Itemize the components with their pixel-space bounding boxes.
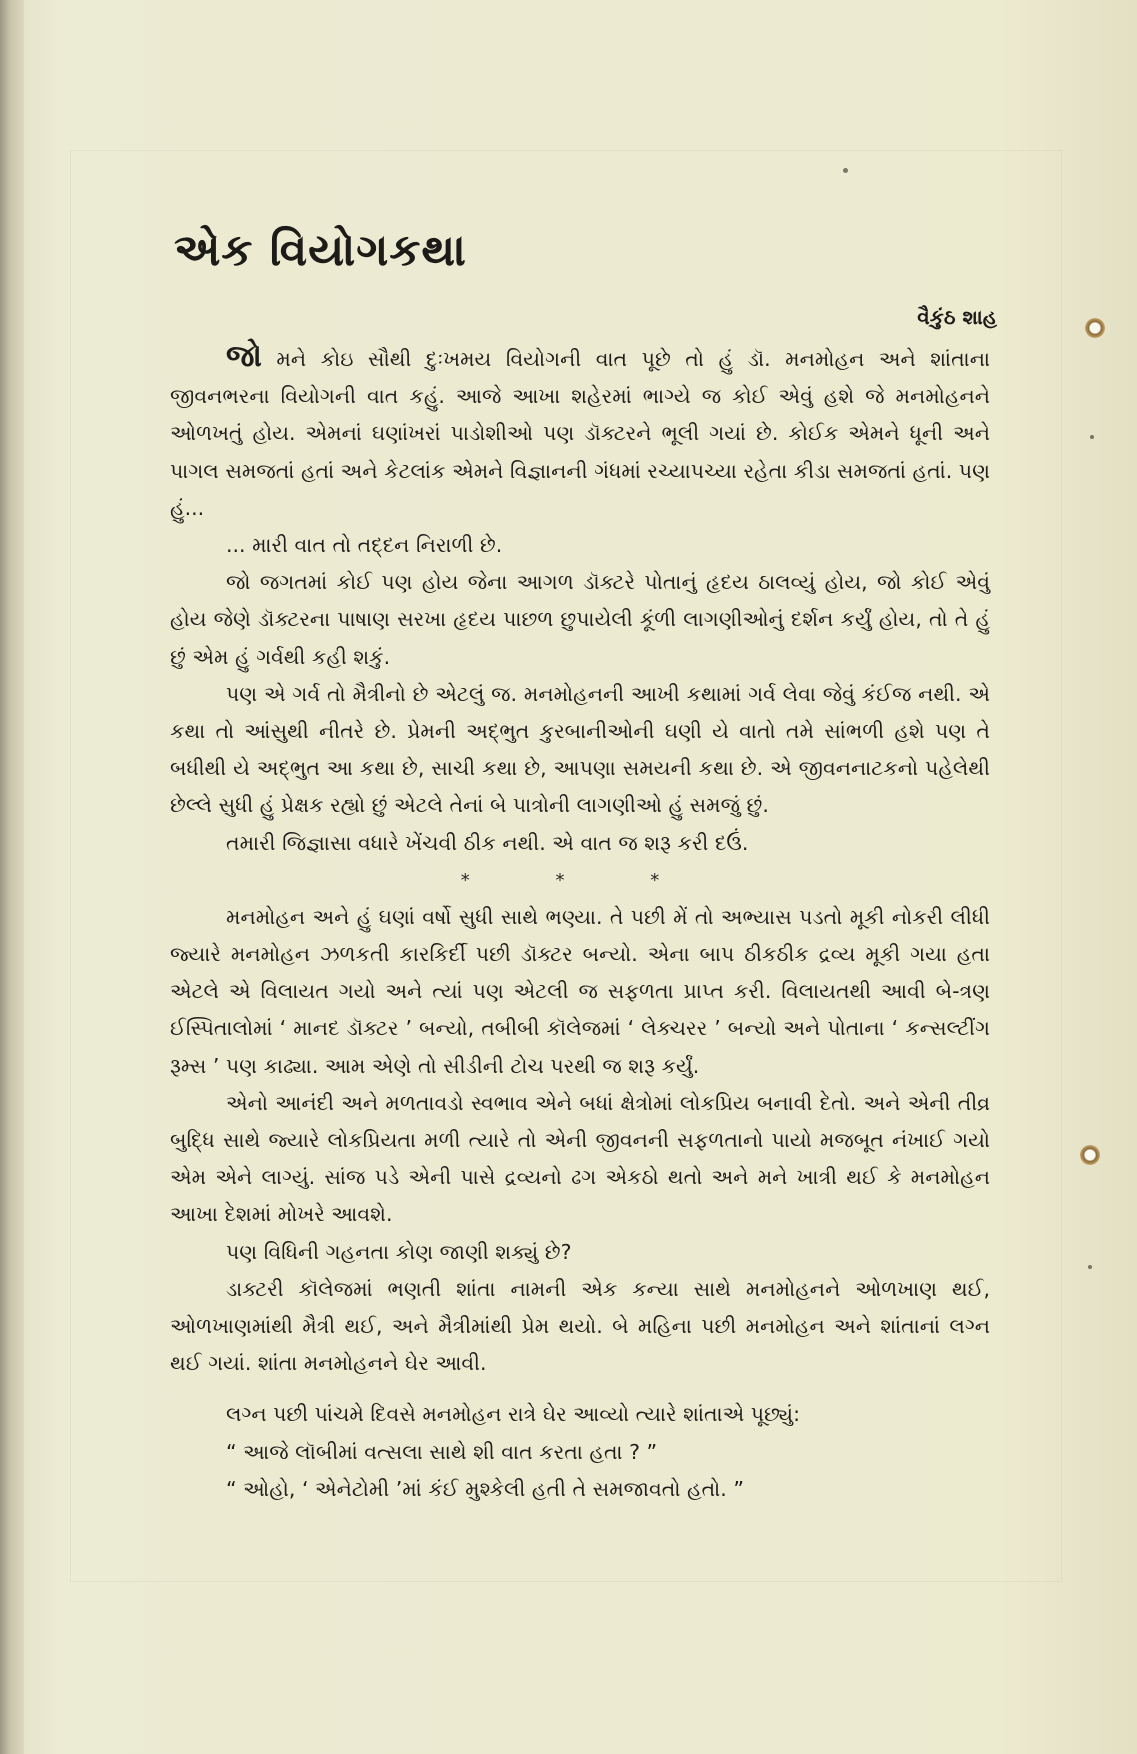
paragraph-7: એનો આનંદી અને મળતાવડો સ્વભાવ એને બધાં ક્ષેત્રોમાં લોકપ્રિય બનાવી દેતો. અને એની તીવ્ર બુદ્ધિ સાથે જ્યારે લોકપ્રિયતા મળી ત્યારે તો એની જીવનની સફળતાનો પાયો મજબૂત નંખાઈ ગયો એમ એને લાગ્યું. સાંજ પડે એની પાસે દ્રવ્યનો ઢગ એકઠો થતો અને મને ખાત્રી થઈ કે મનમોહન આખા દેશમાં મોખરે આવશે. — [170, 1090, 990, 1227]
section-break: * * * — [460, 869, 700, 891]
dust-speck — [1088, 1265, 1092, 1269]
story-title: એક વિયોગકથા — [174, 225, 467, 276]
paragraph-10: લગ્ન પછી પાંચમે દિવસે મનમોહન રાત્રે ઘેર આવ્યો ત્યારે શાંતાએ પૂછ્યું: — [226, 1402, 801, 1427]
paragraph-1-text: મને કોઇ સૌથી દુઃખમય વિયોગની વાત પૂછે તો હું ડૉ. મનમોહન અને શાંતાના જીવનભરના વિયોગની વાત કહું. આજે આખા શહેરમાં ભાગ્યે જ કોઈ એવું હશે જે મનમોહનને ઓળખતું હોય. એમનાં ઘણાંખરાં પાડોશીઓ પણ ડૉક્ટરને ભૂલી ગયાં છે. કોઈક એમને ધૂની અને પાગલ સમજતાં હતાં અને કેટલાંક એમને વિજ્ઞાનની ગંધમાં રચ્યાપચ્યા રહેતા કીડા સમજતાં હતાં. પણ હું... — [170, 347, 990, 520]
dust-speck — [843, 168, 848, 173]
story-body — [170, 338, 990, 1508]
paragraph-9: ડાક્ટરી કૉલેજમાં ભણતી શાંતા નામની એક કન્યા સાથે મનમોહનને ઓળખાણ થઈ, ઓળખાણમાંથી મૈત્રી થઈ, અને મૈત્રીમાંથી પ્રેમ થયો. બે મહિના પછી મનમોહન અને શાંતાનાં લગ્ન થઈ ગયાં. શાંતા મનમોહનને ઘેર આવી. — [170, 1276, 990, 1376]
paragraph-8: પણ વિધિની ગહનતા કોણ જાણી શક્યું છે? — [226, 1239, 572, 1264]
punch-hole-top — [1085, 318, 1105, 338]
paragraph-1 — [170, 338, 990, 527]
paragraph-6: મનમોહન અને હું ઘણાં વર્ષો સુધી સાથે ભણ્યા. તે પછી મેં તો અભ્યાસ પડતો મૂકી નોકરી લીધી જ્યારે મનમોહન ઝળકતી કારકિર્દી પછી ડૉક્ટર બન્યો. એના બાપ ઠીકઠીક દ્રવ્ય મૂકી ગયા હતા એટલે એ વિલાયત ગયો અને ત્યાં પણ એટલી જ સફળતા પ્રાપ્ત કરી. વિલાયતથી આવી બે-ત્રણ ઈસ્પિતાલોમાં ‘ માનદ ડૉક્ટર ’ બન્યો, તબીબી કૉલેજમાં ‘ લેક્ચરર ’ બન્યો અને પોતાના ‘ કન્સલ્ટીંગ રૂમ્સ ’ પણ કાઢ્યા. આમ એણે તો સીડીની ટોચ પરથી જ શરૂ કર્યું. — [170, 904, 990, 1078]
dust-speck — [1090, 435, 1094, 439]
dialogue-line-1: “ આજે લૉબીમાં વત્સલા સાથે શી વાત કરતા હતા ? ” — [226, 1439, 658, 1464]
opening-word: જો — [226, 339, 262, 374]
paragraph-4: પણ એ ગર્વ તો મૈત્રીનો છે એટલું જ. મનમોહનની આખી કથામાં ગર્વ લેવા જેવું કંઈજ નથી. એ કથા તો આંસુથી નીતરે છે. પ્રેમની અદ્ભુત કુરબાનીઓની ઘણી યે વાતો તમે સાંભળી હશે પણ તે બધીથી યે અદ્ભુત આ કથા છે, સાચી કથા છે, આપણા સમયની કથા છે. એ જીવનનાટકનો પહેલેથી છેલ્લે સુધી હું પ્રેક્ષક રહ્યો છું એટલે તેનાં બે પાત્રોની લાગણીઓ હું સમજું છું. — [170, 681, 990, 818]
page-binding-edge — [0, 0, 24, 1754]
paragraph-5: તમારી જિજ્ઞાસા વધારે ખેંચવી ઠીક નથી. એ વાત જ શરૂ કરી દઉં. — [226, 830, 749, 855]
dialogue-line-2: “ ઓહો, ‘ એનેટોમી ’માં કંઈ મુશ્કેલી હતી તે સમજાવતો હતો. ” — [226, 1476, 744, 1501]
paragraph-3: જો જગતમાં કોઈ પણ હોય જેના આગળ ડૉક્ટરે પોતાનું હૃદય ઠાલવ્યું હોય, જો કોઈ એવું હોય જેણે ડૉક્ટરના પાષાણ સરખા હૃદય પાછળ છુપાયેલી કૂંળી લાગણીઓનું દર્શન કર્યું હોય, તો તે હું છું એમ હું ગર્વથી કહી શકું. — [170, 570, 990, 669]
author-name: વૈકુંઠ શાહ — [917, 305, 997, 329]
punch-hole-bottom — [1080, 1145, 1100, 1165]
paragraph-gap — [170, 1382, 990, 1396]
paragraph-2: ... મારી વાત તો તદ્દન નિરાળી છે. — [226, 533, 503, 558]
